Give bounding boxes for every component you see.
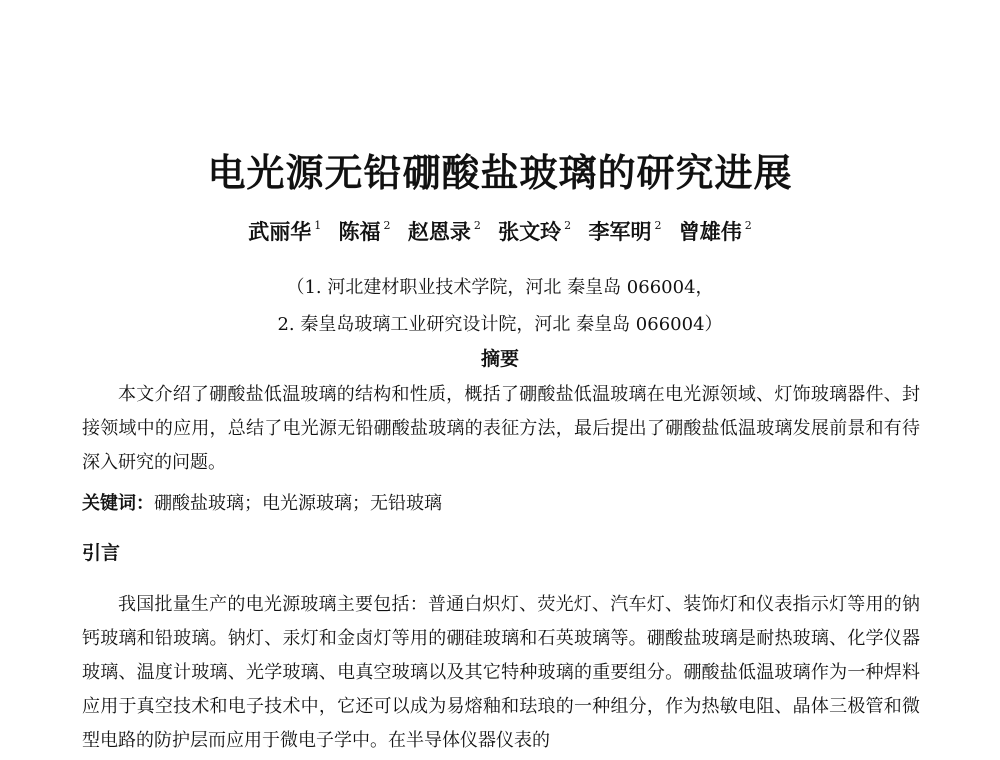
keywords-text: 硼酸盐玻璃；电光源玻璃；无铅玻璃 bbox=[154, 493, 442, 514]
paper-title: 电光源无铅硼酸盐玻璃的研究进展 bbox=[207, 150, 793, 195]
author bbox=[498, 219, 571, 244]
author-name: 张文玲 bbox=[498, 219, 562, 244]
author-affiliation-mark: 2 bbox=[654, 219, 662, 232]
author-name: 武丽华 bbox=[248, 219, 312, 244]
keywords-label: 关键词： bbox=[82, 493, 154, 514]
author-affiliation-mark: 2 bbox=[744, 219, 752, 232]
author-affiliation-mark: 2 bbox=[383, 219, 391, 232]
introduction-heading: 引言 bbox=[82, 542, 121, 564]
author bbox=[248, 219, 321, 244]
author-affiliation-mark: 2 bbox=[564, 219, 572, 232]
author-name: 李军明 bbox=[588, 219, 652, 244]
author bbox=[408, 219, 481, 244]
author-affiliation-mark: 1 bbox=[314, 219, 322, 232]
author-affiliation-mark: 2 bbox=[473, 219, 481, 232]
author bbox=[339, 219, 391, 244]
introduction-body: 我国批量生产的电光源玻璃主要包括：普通白炽灯、荧光灯、汽车灯、装饰灯和仪表指示灯等用的钠钙玻璃和铅玻璃。钠灯、汞灯和金卤灯等用的硼硅玻璃和石英玻璃等。硼酸盐玻璃是耐热玻璃、化学仪器玻璃、温度计玻璃、光学玻璃、电真空玻璃以及其它特种玻璃的重要组分。硼酸盐低温玻璃作为一种焊料应用于真空技术和电子技术中，它还可以成为易熔釉和珐琅的一种组分，作为热敏电阻、晶体三极管和微型电路的防护层而应用于微电子学中。在半导体仪器仪表的 bbox=[82, 594, 920, 751]
author-name: 陈福 bbox=[338, 219, 381, 244]
author bbox=[679, 219, 752, 244]
author-name: 赵恩录 bbox=[407, 219, 471, 244]
affiliation-line-2: 2. 秦皇岛玻璃工业研究设计院，河北 秦皇岛 066004） bbox=[277, 314, 723, 335]
abstract-heading: 摘要 bbox=[480, 348, 519, 370]
keywords-line bbox=[82, 489, 442, 515]
abstract-body: 本文介绍了硼酸盐低温玻璃的结构和性质，概括了硼酸盐低温玻璃在电光源领域、灯饰玻璃器件、封接领域中的应用，总结了电光源无铅硼酸盐玻璃的表征方法，最后提出了硼酸盐低温玻璃发展前景和有待深入研究的问题。 bbox=[82, 384, 920, 473]
affiliation-line-1: （1. 河北建材职业技术学院，河北 秦皇岛 066004， bbox=[286, 277, 714, 298]
author bbox=[588, 219, 661, 244]
author-name: 曾雄伟 bbox=[678, 219, 742, 244]
author-list bbox=[0, 216, 1000, 246]
